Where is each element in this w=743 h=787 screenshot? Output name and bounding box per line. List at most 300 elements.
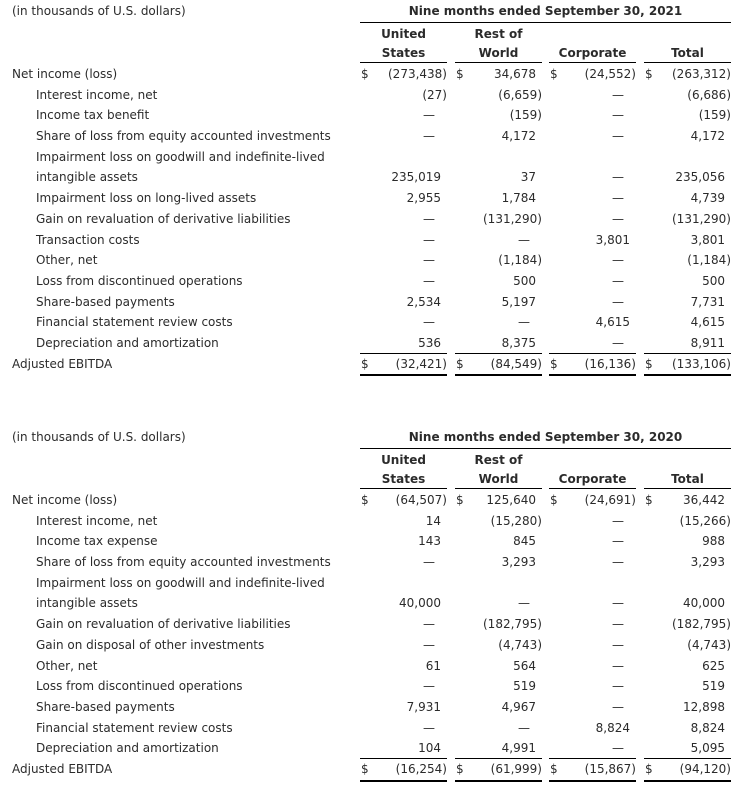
cell-rest-of-world <box>455 312 542 333</box>
cell-value: 40,000 <box>399 596 441 611</box>
row-label: Loss from discontinued operations <box>36 273 243 288</box>
table-row <box>0 593 743 614</box>
cell-corporate <box>549 333 636 354</box>
currency-symbol: $ <box>645 761 653 776</box>
cell-rest-of-world <box>455 292 542 313</box>
currency-symbol: $ <box>361 356 369 371</box>
cell-value: 4,172 <box>501 129 536 144</box>
cell-corporate <box>549 126 636 147</box>
cell-rest-of-world <box>455 676 542 697</box>
cell-total <box>644 635 731 656</box>
cell-united-states <box>360 531 447 552</box>
cell-total <box>644 738 731 759</box>
row-label: Net income (loss) <box>12 67 118 81</box>
cell-rest-of-world <box>455 147 542 168</box>
cell-value: (64,507) <box>395 493 447 507</box>
cell-value: — <box>423 679 435 694</box>
cell-corporate <box>549 250 636 271</box>
cell-value: — <box>612 637 624 652</box>
cell-rest-of-world <box>455 230 542 251</box>
cell-value: — <box>423 253 435 268</box>
cell-value: — <box>518 596 530 611</box>
period-rule <box>360 448 731 449</box>
currency-symbol: $ <box>456 356 464 371</box>
cell-value: 235,056 <box>675 170 725 185</box>
column-header-total <box>644 451 731 489</box>
column-header-rest-of-world <box>455 451 542 489</box>
cell-value: 3,293 <box>501 555 536 570</box>
column-header-united-states <box>360 25 447 63</box>
table-row <box>0 64 743 85</box>
cell-corporate <box>549 188 636 209</box>
table-body <box>0 490 743 780</box>
cell-value: 61 <box>425 658 441 673</box>
table-row <box>0 209 743 230</box>
row-label: Adjusted EBITDA <box>12 761 113 776</box>
row-label: Financial statement review costs <box>36 315 233 330</box>
cell-value: 519 <box>702 679 725 694</box>
cell-corporate <box>549 354 636 375</box>
total-double-rule <box>360 374 447 376</box>
cell-value: 500 <box>513 273 536 288</box>
cell-value: (1,184) <box>687 253 731 268</box>
cell-total <box>644 676 731 697</box>
cell-united-states <box>360 593 447 614</box>
cell-total <box>644 64 731 85</box>
cell-united-states <box>360 250 447 271</box>
currency-symbol: $ <box>456 493 464 507</box>
cell-value: — <box>612 108 624 123</box>
total-double-rule <box>455 374 542 376</box>
cell-value: (15,266) <box>679 513 731 528</box>
table-row <box>0 552 743 573</box>
cell-value: — <box>612 513 624 528</box>
total-top-rule <box>644 353 731 354</box>
cell-rest-of-world <box>455 614 542 635</box>
row-label: Depreciation and amortization <box>36 741 219 756</box>
table-row <box>0 147 743 168</box>
cell-value: 3,801 <box>690 232 725 247</box>
cell-value: — <box>612 129 624 144</box>
cell-value: (159) <box>509 108 542 123</box>
table-row <box>0 333 743 354</box>
column-header-line2: States <box>381 472 426 486</box>
cell-value: — <box>423 720 435 735</box>
cell-value: — <box>612 699 624 714</box>
currency-symbol: $ <box>550 761 558 776</box>
row-label: Depreciation and amortization <box>36 335 219 350</box>
cell-value: — <box>612 87 624 102</box>
cell-value: (4,743) <box>498 637 542 652</box>
row-label: Financial statement review costs <box>36 720 233 735</box>
cell-value: (15,280) <box>490 513 542 528</box>
cell-value: 2,534 <box>406 294 441 309</box>
row-label: Loss from discontinued operations <box>36 679 243 694</box>
cell-united-states <box>360 511 447 532</box>
row-label: Adjusted EBITDA <box>12 356 113 371</box>
column-header-line2: Corporate <box>558 472 627 486</box>
column-header-line1: Rest of <box>474 27 523 41</box>
cell-value: — <box>612 617 624 632</box>
column-header-line1: Rest of <box>474 453 523 467</box>
table-row <box>0 105 743 126</box>
row-label: Share-based payments <box>36 294 175 309</box>
total-double-rule <box>644 780 731 782</box>
cell-value: 625 <box>702 658 725 673</box>
cell-value: 7,931 <box>406 699 441 714</box>
cell-value: — <box>423 108 435 123</box>
cell-total <box>644 105 731 126</box>
cell-value: 36,442 <box>683 493 725 507</box>
cell-total <box>644 759 731 780</box>
cell-value: 1,784 <box>501 191 536 206</box>
cell-united-states <box>360 738 447 759</box>
cell-united-states <box>360 188 447 209</box>
cell-united-states <box>360 552 447 573</box>
cell-value: — <box>423 232 435 247</box>
table-row <box>0 167 743 188</box>
table-body <box>0 64 743 374</box>
cell-value: (131,290) <box>483 211 542 226</box>
cell-united-states <box>360 490 447 511</box>
cell-rest-of-world <box>455 64 542 85</box>
cell-value: 500 <box>702 273 725 288</box>
cell-united-states <box>360 656 447 677</box>
cell-corporate <box>549 167 636 188</box>
cell-corporate <box>549 738 636 759</box>
cell-value: (263,312) <box>672 67 731 81</box>
cell-corporate <box>549 697 636 718</box>
cell-united-states <box>360 85 447 106</box>
cell-corporate <box>549 292 636 313</box>
total-double-rule <box>549 374 636 376</box>
cell-value: (16,254) <box>395 761 447 776</box>
column-header-line1 <box>549 451 636 470</box>
cell-corporate <box>549 718 636 739</box>
row-label: Share of loss from equity accounted investments <box>36 555 331 570</box>
cell-value: — <box>612 555 624 570</box>
cell-value: — <box>423 273 435 288</box>
table-row <box>0 738 743 759</box>
total-top-rule <box>360 353 447 354</box>
cell-value: (84,549) <box>490 356 542 371</box>
cell-corporate <box>549 312 636 333</box>
row-label: Impairment loss on goodwill and indefinite-lived <box>36 149 325 164</box>
cell-total <box>644 188 731 209</box>
row-label: Interest income, net <box>36 87 158 102</box>
row-label: Other, net <box>36 253 98 268</box>
cell-united-states <box>360 292 447 313</box>
column-header-rest-of-world <box>455 25 542 63</box>
cell-value: 4,615 <box>595 315 630 330</box>
total-top-rule <box>455 353 542 354</box>
total-double-rule <box>644 374 731 376</box>
cell-united-states <box>360 105 447 126</box>
cell-value: 12,898 <box>683 699 725 714</box>
cell-value: (15,867) <box>584 761 636 776</box>
cell-value: 536 <box>418 335 441 350</box>
cell-value: 8,824 <box>690 720 725 735</box>
cell-corporate <box>549 759 636 780</box>
cell-rest-of-world <box>455 656 542 677</box>
cell-total <box>644 593 731 614</box>
cell-corporate <box>549 531 636 552</box>
row-label: Interest income, net <box>36 513 158 528</box>
total-double-rule <box>455 780 542 782</box>
currency-symbol: $ <box>456 761 464 776</box>
cell-rest-of-world <box>455 126 542 147</box>
cell-value: (1,184) <box>498 253 542 268</box>
column-header-line1 <box>549 25 636 44</box>
cell-total <box>644 209 731 230</box>
table-row <box>0 718 743 739</box>
cell-corporate <box>549 271 636 292</box>
cell-value: — <box>612 534 624 549</box>
cell-value: (4,743) <box>687 637 731 652</box>
total-double-rule <box>360 780 447 782</box>
column-header-line1 <box>644 451 731 470</box>
table-row <box>0 312 743 333</box>
row-label: Transaction costs <box>36 232 140 247</box>
cell-value: 7,731 <box>690 294 725 309</box>
table-row <box>0 490 743 511</box>
cell-total <box>644 147 731 168</box>
cell-total <box>644 333 731 354</box>
cell-value: 37 <box>520 170 536 185</box>
cell-rest-of-world <box>455 105 542 126</box>
currency-symbol: $ <box>550 67 558 81</box>
cell-value: 5,197 <box>501 294 536 309</box>
cell-value: (182,795) <box>483 617 542 632</box>
cell-value: (24,552) <box>584 67 636 81</box>
table-row <box>0 697 743 718</box>
cell-value: (16,136) <box>584 356 636 371</box>
currency-symbol: $ <box>456 67 464 81</box>
table-row <box>0 230 743 251</box>
cell-value: 845 <box>513 534 536 549</box>
cell-united-states <box>360 271 447 292</box>
cell-value: — <box>612 596 624 611</box>
column-header-line2: World <box>478 472 519 486</box>
cell-corporate <box>549 490 636 511</box>
cell-value: 235,019 <box>391 170 441 185</box>
row-label: Gain on revaluation of derivative liabilities <box>36 617 291 632</box>
cell-corporate <box>549 230 636 251</box>
cell-total <box>644 718 731 739</box>
cell-value: 8,911 <box>690 335 725 350</box>
cell-total <box>644 656 731 677</box>
cell-rest-of-world <box>455 697 542 718</box>
cell-total <box>644 126 731 147</box>
cell-value: (61,999) <box>490 761 542 776</box>
cell-rest-of-world <box>455 250 542 271</box>
cell-value: — <box>612 211 624 226</box>
cell-value: 4,172 <box>690 129 725 144</box>
cell-united-states <box>360 167 447 188</box>
table-row <box>0 656 743 677</box>
table-row <box>0 85 743 106</box>
cell-value: — <box>612 253 624 268</box>
total-double-rule <box>549 780 636 782</box>
cell-total <box>644 292 731 313</box>
row-label: Net income (loss) <box>12 493 118 507</box>
currency-symbol: $ <box>361 67 369 81</box>
period-rule <box>360 22 731 23</box>
cell-corporate <box>549 614 636 635</box>
period-header: Nine months ended September 30, 2021 <box>408 4 683 18</box>
cell-corporate <box>549 656 636 677</box>
cell-value: 14 <box>425 513 441 528</box>
cell-rest-of-world <box>455 490 542 511</box>
column-header-line2: States <box>381 46 426 60</box>
cell-united-states <box>360 230 447 251</box>
cell-rest-of-world <box>455 635 542 656</box>
table-row <box>0 250 743 271</box>
column-header-corporate <box>549 25 636 63</box>
cell-rest-of-world <box>455 511 542 532</box>
cell-value: 2,955 <box>406 191 441 206</box>
row-label: Income tax expense <box>36 534 158 549</box>
cell-value: 4,967 <box>501 699 536 714</box>
cell-value: — <box>518 315 530 330</box>
cell-united-states <box>360 635 447 656</box>
row-label: intangible assets <box>36 170 138 185</box>
cell-value: (94,120) <box>679 761 731 776</box>
cell-value: (27) <box>422 87 447 102</box>
column-header-line2: Corporate <box>558 46 627 60</box>
cell-value: 34,678 <box>494 67 536 81</box>
cell-united-states <box>360 676 447 697</box>
cell-rest-of-world <box>455 552 542 573</box>
table-row <box>0 271 743 292</box>
row-label: Other, net <box>36 658 98 673</box>
cell-rest-of-world <box>455 209 542 230</box>
cell-united-states <box>360 64 447 85</box>
cell-total <box>644 490 731 511</box>
cell-united-states <box>360 312 447 333</box>
table-row <box>0 188 743 209</box>
cell-rest-of-world <box>455 167 542 188</box>
cell-total <box>644 552 731 573</box>
cell-total <box>644 531 731 552</box>
cell-rest-of-world <box>455 271 542 292</box>
cell-value: (133,106) <box>672 356 731 371</box>
column-header-line1: United <box>381 27 426 41</box>
cell-value: — <box>612 294 624 309</box>
cell-corporate <box>549 105 636 126</box>
cell-value: 125,640 <box>486 493 536 507</box>
table-row <box>0 126 743 147</box>
cell-value: 519 <box>513 679 536 694</box>
cell-value: — <box>423 129 435 144</box>
table-row <box>0 292 743 313</box>
cell-value: 3,293 <box>690 555 725 570</box>
total-row <box>0 354 743 375</box>
cell-value: (32,421) <box>395 356 447 371</box>
cell-united-states <box>360 209 447 230</box>
cell-value: 40,000 <box>683 596 725 611</box>
row-label: Share-based payments <box>36 699 175 714</box>
cell-total <box>644 85 731 106</box>
column-header-line2: Total <box>671 472 704 486</box>
period-header: Nine months ended September 30, 2020 <box>408 430 683 444</box>
cell-value: — <box>423 211 435 226</box>
table-row <box>0 676 743 697</box>
cell-corporate <box>549 573 636 594</box>
cell-value: — <box>518 232 530 247</box>
row-label: Gain on disposal of other investments <box>36 637 265 652</box>
table-row <box>0 573 743 594</box>
currency-symbol: $ <box>361 761 369 776</box>
cell-united-states <box>360 573 447 594</box>
column-header-line1: United <box>381 453 426 467</box>
column-header-united-states <box>360 451 447 489</box>
cell-corporate <box>549 511 636 532</box>
table-row <box>0 531 743 552</box>
total-top-rule <box>644 758 731 759</box>
cell-rest-of-world <box>455 718 542 739</box>
unit-label: (in thousands of U.S. dollars) <box>12 4 186 18</box>
cell-rest-of-world <box>455 333 542 354</box>
cell-value: 4,991 <box>501 741 536 756</box>
cell-value: 104 <box>418 741 441 756</box>
cell-total <box>644 271 731 292</box>
cell-value: — <box>612 741 624 756</box>
cell-united-states <box>360 759 447 780</box>
cell-corporate <box>549 64 636 85</box>
column-header-corporate <box>549 451 636 489</box>
column-header-line2: World <box>478 46 519 60</box>
unit-label: (in thousands of U.S. dollars) <box>12 430 186 444</box>
cell-value: (159) <box>698 108 731 123</box>
cell-corporate <box>549 635 636 656</box>
cell-united-states <box>360 126 447 147</box>
cell-value: 3,801 <box>595 232 630 247</box>
currency-symbol: $ <box>550 356 558 371</box>
row-label: Impairment loss on goodwill and indefinite-lived <box>36 575 325 590</box>
cell-rest-of-world <box>455 354 542 375</box>
column-header-line2: Total <box>671 46 704 60</box>
cell-corporate <box>549 593 636 614</box>
table-row <box>0 511 743 532</box>
currency-symbol: $ <box>645 67 653 81</box>
cell-corporate <box>549 676 636 697</box>
cell-value: (24,691) <box>584 493 636 507</box>
row-label: intangible assets <box>36 596 138 611</box>
cell-value: — <box>518 720 530 735</box>
cell-rest-of-world <box>455 85 542 106</box>
cell-total <box>644 614 731 635</box>
cell-rest-of-world <box>455 188 542 209</box>
cell-rest-of-world <box>455 531 542 552</box>
cell-total <box>644 573 731 594</box>
total-top-rule <box>549 758 636 759</box>
cell-rest-of-world <box>455 573 542 594</box>
cell-value: 8,824 <box>595 720 630 735</box>
cell-united-states <box>360 147 447 168</box>
cell-value: — <box>612 191 624 206</box>
total-top-rule <box>455 758 542 759</box>
cell-corporate <box>549 552 636 573</box>
cell-total <box>644 511 731 532</box>
cell-corporate <box>549 85 636 106</box>
cell-value: (6,659) <box>498 87 542 102</box>
column-header-line1 <box>644 25 731 44</box>
cell-corporate <box>549 147 636 168</box>
cell-value: — <box>423 637 435 652</box>
cell-value: 564 <box>513 658 536 673</box>
cell-united-states <box>360 697 447 718</box>
